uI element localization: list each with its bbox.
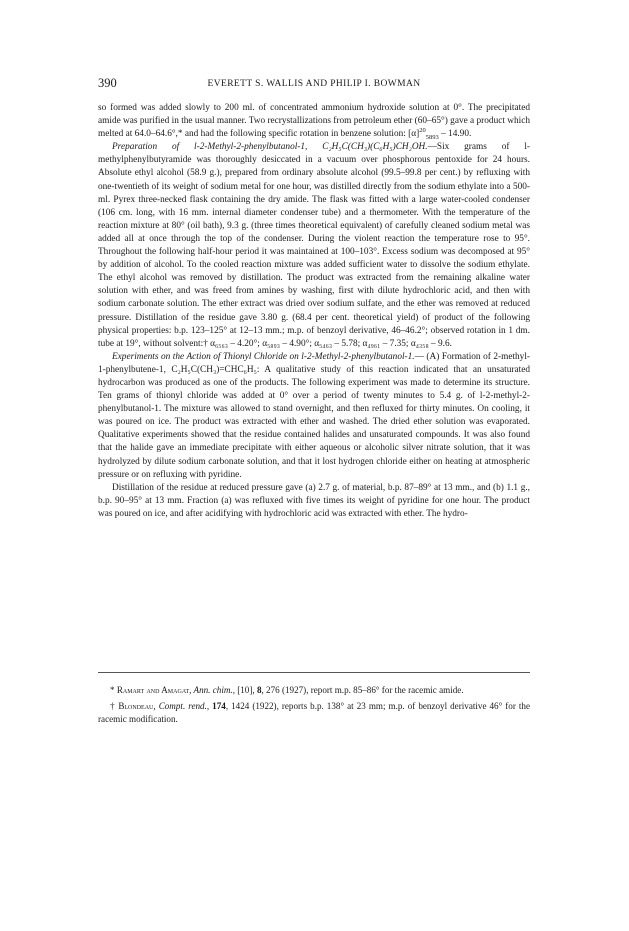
body-text	[98, 102, 530, 521]
running-head: EVERETT S. WALLIS AND PHILIP I. BOWMAN	[207, 79, 421, 89]
footnote-ramart: * Ramart and Amagat, Ann. chim., [10], 8, 276 (1927), report m.p. 85–86° for the racemic amide.	[110, 685, 464, 695]
page-header	[98, 76, 530, 90]
paragraph-experiments: Experiments on the Action of Thionyl Chloride on l-2-Methyl-2-phenylbutanol-1.— (A) Formation of 2-methyl-1-phenylbutene-1, C₂H₅C(CH₃)=CHC₆H₅: A qualitative study of this reaction indicated that an unsaturated hydrocarbon was produced as one of the products. The following experiment was made to determine its structure. Ten grams of thionyl chloride was added at 0° over a period of twenty minutes to 5.4 g. of l-2-methyl-2-phenylbutanol-1. The mixture was allowed to stand overnight, and then refluxed for thirty minutes. On cooling, it was poured on ice. The product was extracted with ether and washed. The dried ether solution was evaporated. Qualitative experiments showed that the residue contained halides and unsaturated compounds. It was also found that the halide gave an immediate precipitate with either aqueous or alcoholic silver nitrate solution, that it was hydrolyzed by dilute sodium carbonate solution, and that it lost hydrogen chloride either on heating at atmospheric pressure or on refluxing with pyridine.	[98, 351, 530, 480]
page-number: 390	[98, 76, 117, 90]
section-title-preparation: Preparation of l-2-Methyl-2-phenylbutanol-1, C₂H₅C(CH₃)(C₆H₅)CH₂OH.	[112, 142, 428, 153]
footnotes	[98, 684, 530, 729]
footnote-rule	[98, 672, 530, 673]
paragraph-distillation: Distillation of the residue at reduced pressure gave (a) 2.7 g. of material, b.p. 87–89° at 13 mm., and (b) 1.1 g., b.p. 90–95° at 13 mm. Fraction (a) was refluxed with five times its weight of pyridine for one hour. The product was poured on ice, and after acidifying with hydrochloric acid was extracted with ether. The hydro-	[98, 482, 530, 519]
footnote-blondeau: † Blondeau, Compt. rend., 174, 1424 (1922), reports b.p. 138° at 23 mm; m.p. of benzoyl derivative 46° for the racemic modification.	[98, 701, 531, 724]
paragraph-preparation: Preparation of l-2-Methyl-2-phenylbutanol-1, C₂H₅C(CH₃)(C₆H₅)CH₂OH.—Six grams of l-methylphenylbutyramide was thoroughly desiccated in a vacuum over phosphorous pentoxide for 24 hours. Absolute ethyl alcohol (58.9 g.), prepared from ordinary absolute alcohol (99.5–99.8 per cent.) by refluxing with one-twentieth of its weight of sodium metal for one hour, was distilled directly from the sodium ethylate into a 500-ml. Pyrex three-necked flask containing the dry amide. The flask was fitted with a large water-cooled condenser (106 cm. long, with 16 mm. internal diameter condenser tube) and a thermometer. With the temperature of the reaction mixture at 80° (oil bath), 9.3 g. (three times theoretical equivalent) of carefully cleaned sodium metal was added all at once through the top of the condenser. During the violent reaction the temperature rose to 95°. Throughout the following half-hour period it was maintained at 100–103°. Excess sodium was decomposed at 95° by addition of alcohol. To the cooled reaction mixture was added sufficient water to dissolve the sodium ethylate. The ethyl alcohol was removed by distillation. The product was extracted from the remaining alkaline water solution with ether, and was freed from amines by washing, first with dilute hydrochloric acid, and then with sodium carbonate solution. The ether extract was dried over sodium sulfate, and the ether was removed at reduced pressure. Distillation of the residue gave 3.80 g. (68.4 per cent. theoretical yield) of product of the following physical properties: b.p. 123–125° at 12–13 mm.; m.p. of benzoyl derivative, 46–46.2°; observed rotation in 1 dm. tube at 19°, without solvent:† α₆₅₆₃ – 4.20°; α₅₈₉₃ – 4.90°; α₅₄₆₃ – 5.78; α₄₉₆₁ – 7.35; α₄₃₅₈ – 9.6.	[98, 142, 530, 349]
section-title-experiments: Experiments on the Action of Thionyl Chloride on l-2-Methyl-2-phenylbutanol-1.	[112, 351, 415, 362]
paragraph-continuation: so formed was added slowly to 200 ml. of concentrated ammonium hydroxide solution at 0°. The precipitated amide was purified in the usual manner. Two recrystallizations from petroleum ether (60–65°) gave a product which melted at 64.0–64.6°,* and had the following specific rotation in benzene solution: $[\alpha]^{20}_{5893} - 14.90$.	[98, 103, 530, 142]
